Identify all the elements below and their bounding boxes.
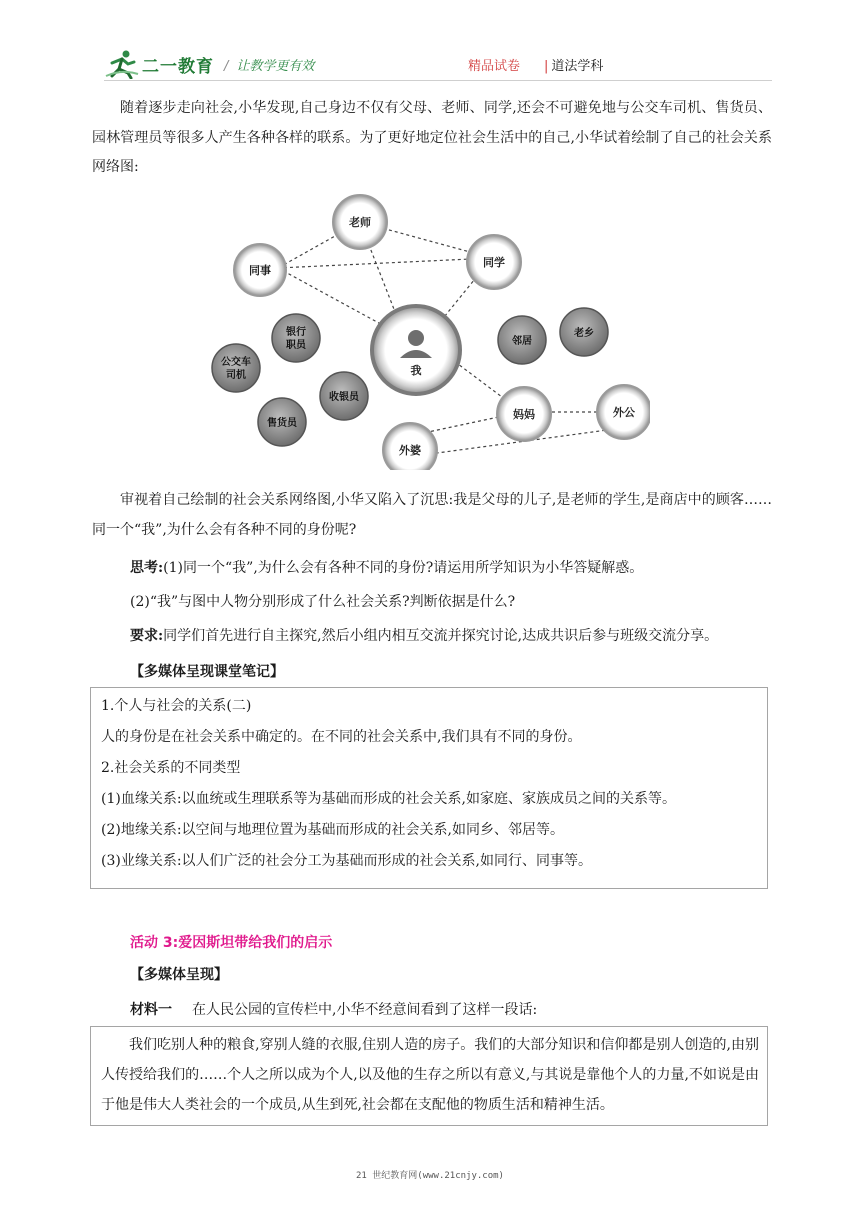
node-neighbor [498,316,546,364]
node-cashier-label: 收银员 [329,392,359,403]
note-line-5: (2)地缘关系:以空间与地理位置为基础而形成的社会关系,如同乡、邻居等。 [101,822,564,838]
node-grandma [383,423,437,470]
node-cashier [320,372,368,420]
subject-text: 道法学科 [551,59,604,74]
note-line-2: 人的身份是在社会关系中确定的。在不同的社会关系中,我们具有不同的身份。 [101,729,582,745]
think-q2: (2)“我”与图中人物分别形成了什么社会关系?判断依据是什么? [130,594,516,610]
logo [104,48,214,80]
node-me-label: 我 [410,364,422,377]
node-teacher [333,195,387,249]
think-q1 [130,554,770,584]
page-footer: 21 世纪教育网(www.21cnjy.com) [356,1171,504,1181]
node-mother-label: 妈妈 [513,408,535,421]
node-fellow-townsman [560,308,608,356]
runner-logo-icon [104,49,140,79]
user-head-icon [408,330,424,346]
material-intro [130,996,770,1026]
quote-text: 我们吃别人种的粮食,穿别人缝的衣服,住别人造的房子。我们的大部分知识和信仰都是别人创造的,由别人传授给我们的……个人之所以成为个人,以及他的生存之所以有意义,与其说是靠他个人的力量,不如说是由于他是伟大人类社会的一个成员,从生到死,社会都在支配他的物质生活和精神生活。 [101,1037,759,1113]
quote-box [90,1026,768,1126]
node-bus-driver-label-2: 司机 [226,370,246,381]
activity-title: 活动 3:爱因斯坦带给我们的启示 [130,935,333,951]
material-text: 在人民公园的宣传栏中,小华不经意间看到了这样一段话: [192,1002,538,1018]
node-colleague-label: 同事 [249,264,271,277]
node-fellow-townsman-label: 老乡 [574,328,594,339]
note-line-4: (1)血缘关系:以血统或生理联系等为基础而形成的社会关系,如家庭、家族成员之间的关系等。 [101,791,676,807]
note-line-3: 2.社会关系的不同类型 [101,760,241,776]
node-teacher-label: 老师 [349,216,371,229]
social-network-diagram [210,190,650,470]
node-me [372,306,460,394]
node-mother [497,387,551,441]
note-line-6: (3)业缘关系:以人们广泛的社会分工为基础而形成的社会关系,如同行、同事等。 [101,853,592,869]
note-line-1: 1.个人与社会的关系(二) [101,698,252,714]
think-label: 思考: [130,560,164,576]
logo-text: 二一教育 [142,56,214,77]
node-classmate-label: 同学 [483,256,505,269]
node-salesperson-label: 售货员 [267,418,297,429]
subject-separator: | [544,59,549,74]
notes-box [90,687,768,889]
node-neighbor-label: 邻居 [512,336,532,347]
node-classmate [467,235,521,289]
reflection-paragraph: 审视着自己绘制的社会关系网络图,小华又陷入了沉思:我是父母的儿子,是老师的学生,是商店中的顾客……同一个“我”,为什么会有各种不同的身份呢? [92,492,772,538]
node-bank-clerk [272,314,320,362]
node-bank-clerk-label-1: 银行 [286,327,306,338]
premium-tag: 精品试卷 [468,59,521,74]
think-q1-text: (1)同一个“我”,为什么会有各种不同的身份?请运用所学知识为小华答疑解惑。 [163,560,644,576]
page-header [104,48,772,84]
requirement-label: 要求: [130,628,164,644]
slogan-separator: / [224,59,229,74]
header-divider [104,80,772,81]
node-salesperson [258,398,306,446]
material-label: 材料一 [130,1002,172,1018]
slogan-text: 让教学更有效 [236,59,315,74]
subject-tag [544,55,603,74]
slogan [224,55,314,74]
media-title: 【多媒体呈现】 [130,967,228,983]
requirement [130,622,772,652]
node-grandpa [597,385,650,439]
node-colleague [234,244,286,296]
notes-title: 【多媒体呈现课堂笔记】 [130,664,284,680]
node-bank-clerk-label-2: 职员 [286,340,306,351]
requirement-text: 同学们首先进行自主探究,然后小组内相互交流并探究讨论,达成共识后参与班级交流分享。 [163,628,719,644]
node-bus-driver [212,344,260,392]
intro-paragraph: 随着逐步走向社会,小华发现,自己身边不仅有父母、老师、同学,还会不可避免地与公交车司机、售货员、园林管理员等很多人产生各种各样的联系。为了更好地定位社会生活中的自己,小华试着绘制了自己的社会关系网络图: [92,100,772,175]
node-bus-driver-label-1: 公交车 [221,357,251,368]
node-grandma-label: 外婆 [399,444,421,457]
node-grandpa-label: 外公 [613,406,635,419]
